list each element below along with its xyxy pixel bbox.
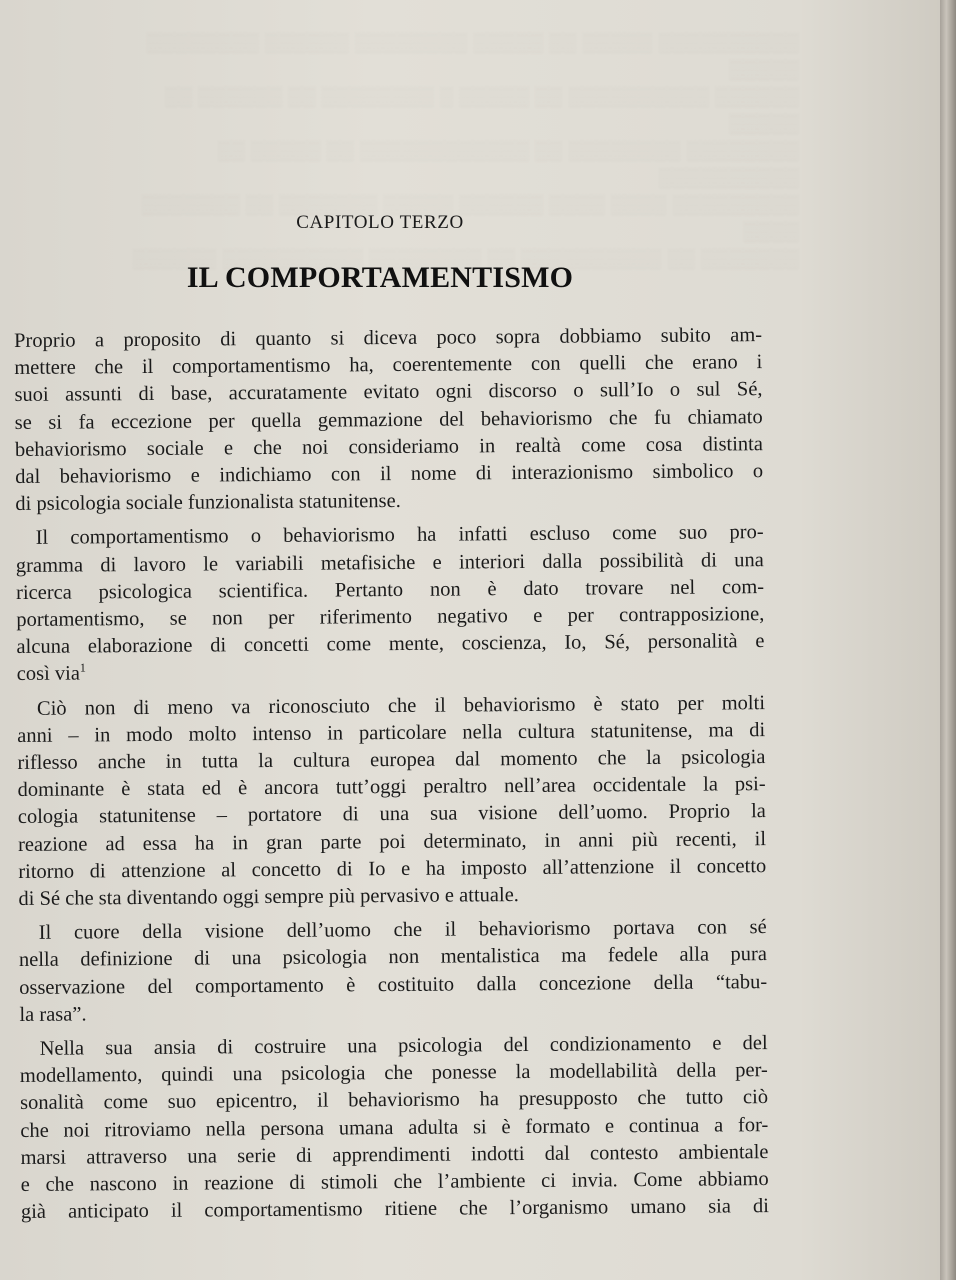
footnote-marker[interactable]: 1	[79, 661, 86, 676]
paragraph-5	[20, 1030, 769, 1226]
text-line: ricerca psicologica scientifica. Pertanto non è dato trovare nel com-	[15, 575, 765, 604]
text-line: reazione ad essa ha in gran parte poi determinato, in anni più recenti, il	[17, 827, 767, 856]
text-line: Proprio a proposito di quanto si diceva poco sopra dobbiamo subito am-	[14, 324, 763, 352]
text-line: dal behaviorismo e indichiamo con il nome di interazionismo simbolico o	[15, 460, 764, 489]
text-line: ritorno di attenzione al concetto di Io e ha imposto all’attenzione il concetto	[18, 854, 767, 883]
text-line: di Sé che sta diventando oggi sempre più pervasivo e attuale.	[18, 884, 519, 911]
body-text	[14, 322, 769, 1233]
text-line: sonalità come suo epicentro, il behaviorismo ha presupposto che tutto ciò	[20, 1086, 769, 1115]
paragraph-3	[17, 690, 767, 913]
paragraph-1	[14, 322, 763, 518]
text-line: riflesso anche in tutta la cultura europea dal momento che la psicologia	[17, 746, 766, 775]
text-line: già anticipato il comportamentismo ritiene che l’organismo umano sia di	[20, 1195, 770, 1224]
text-line: che noi ritroviamo nella persona umana adulta si è formato e continua a for-	[20, 1113, 769, 1142]
text-line: osservazione del comportamento è costituito dalla concezione della “tabu-	[19, 970, 768, 999]
paragraph-2	[16, 520, 765, 689]
text-line: cologia statunitense – portatore di una sua visione dell’uomo. Proprio la	[17, 800, 766, 829]
text-line: marsi attraverso una serie di apprendimenti indotti dal contesto ambientale	[20, 1140, 769, 1169]
text-line: alcuna elaborazione di concetti come mente, coscienza, Io, Sé, personalità e	[16, 630, 765, 659]
text-line: Il cuore della visione dell’uomo che il behaviorismo portava con sé	[38, 916, 767, 945]
page-stack-edge	[940, 0, 956, 1280]
text-line: Nella sua ansia di costruire una psicologia del condizionamento e del	[39, 1032, 768, 1060]
text-line: se si fa eccezione per quella gemmazione del behaviorismo che fu chiamato	[14, 405, 763, 434]
text-line: modellamento, quindi una psicologia che ponesse la modellabilità della per-	[19, 1059, 768, 1088]
text-line: dominante è stata ed è ancora tutt’oggi peraltro nell’area occidentale la psi-	[17, 773, 766, 802]
chapter-label: CAPITOLO TERZO	[296, 212, 464, 233]
text-line: suoi assunti di base, accuratamente evitato ogni discorso o sull’Io o sul Sé,	[14, 378, 763, 407]
text-line: mettere che il comportamentismo ha, coerentemente con quelli che erano i	[14, 351, 763, 380]
chapter-title: IL COMPORTAMENTISMO	[186, 261, 574, 294]
text-line: Il comportamentismo o behaviorismo ha infatti escluso come suo pro-	[35, 521, 764, 550]
text-line: behaviorismo sociale e che noi consideriamo in realtà come cosa distinta	[14, 432, 764, 461]
text-line-with-footnote	[17, 656, 765, 689]
text-line: portamentismo, se non per riferimento negativo e per contrapposizione,	[16, 603, 765, 632]
text-line: e che nascono in reazione di stimoli che l’ambiente ci invia. Come abbiamo	[20, 1168, 769, 1197]
paragraph-4	[19, 914, 768, 1029]
text-line: di psicologia sociale funzionalista statunitense.	[15, 490, 401, 516]
text-line: gramma di lavoro le variabili metafisiche e interiori dalla possibilità di una	[15, 548, 764, 577]
text-line: Ciò non di meno va riconosciuto che il behaviorismo è stato per molti	[36, 691, 766, 720]
text-line: nella definizione di una psicologia non mentalistica ma fedele alla pura	[18, 943, 768, 972]
show-through-text: ░░░░░░░░░░ ░░░░░ ░░ ░░░░░ ░░░░░░░░ ░░░░░░ ░░░░░░░░ ░░░░░ ░░░░░░ ░░░░░░░░░░ ░░ ░░░░░ ░ ░░░░░░░░ ░░ ░░░░░░ ░░ ░░░░░ ░░░░░░░░ ░░░░░░░░ ░░ ░░░░░░░░░░░░ ░░ ░░░░░ ░░ ░░░░░░░░░░ ░░░░░░░░░ ░░░░ ░░░░ ░░░░░░ ░░░░░ ░░░░░░░ ░░ ░░░░░░░ ░░░░ ░░░░░░░ ░░ ░░░░░░░░░░ ░░ ░░░░░░░░ ░░░░░░░░░░ ░░░░░░	[132, 32, 800, 270]
text-line: anni – in modo molto intenso in particolare nella cultura statunitense, ma di	[17, 718, 766, 747]
text-line: così via	[16, 662, 81, 686]
text-line: la rasa”.	[19, 1003, 87, 1026]
